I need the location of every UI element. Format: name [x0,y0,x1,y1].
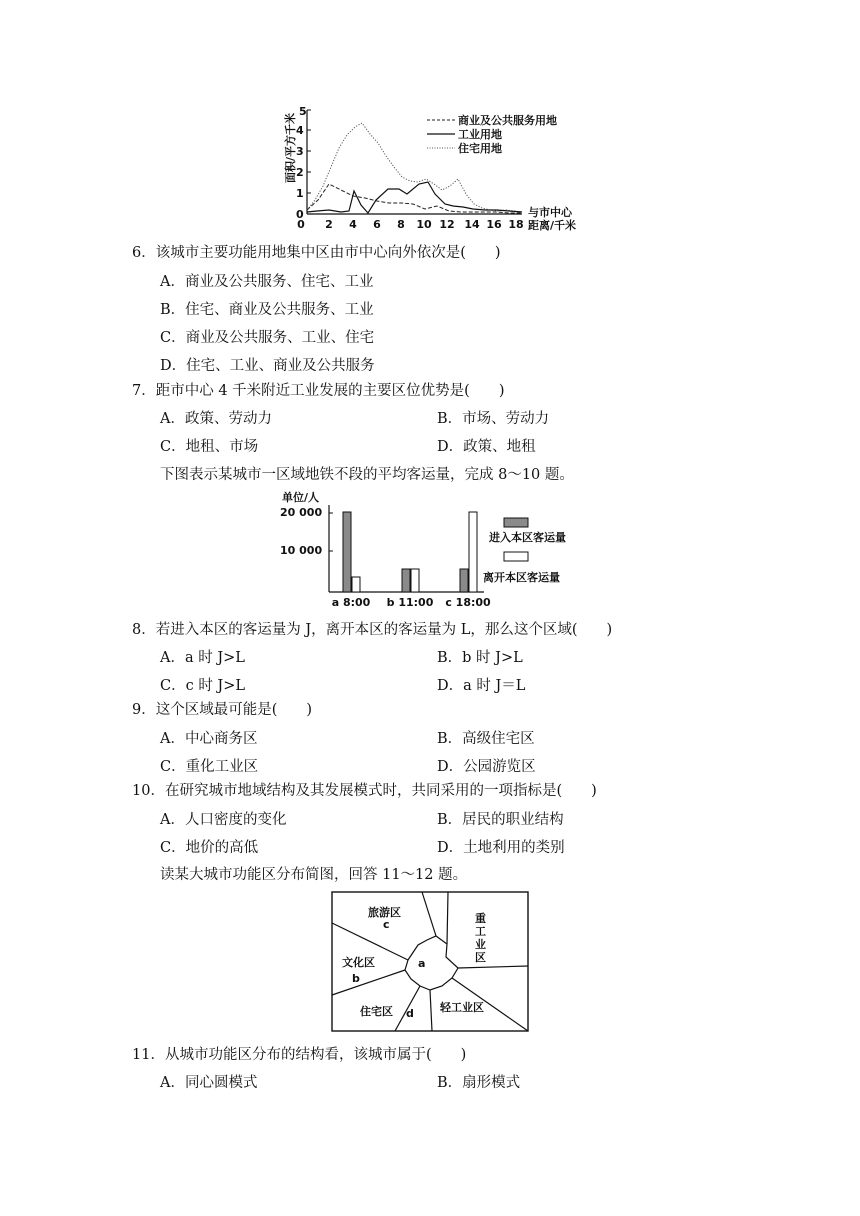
zone-heavy-industry-char: 工 [475,925,486,938]
question-11-option-b[interactable]: B．扇形模式 [437,1075,521,1091]
question-8-option-a[interactable]: A．a 时 J>L [160,650,245,666]
bar-c-leave [469,512,477,592]
legend-enter-label: 进入本区客运量 [489,531,566,544]
passenger-flow-chart [270,488,590,613]
land-use-x-tick: 6 [373,218,381,231]
question-6-option-c[interactable]: C．商业及公共服务、工业、住宅 [160,330,375,346]
question-11-option-a[interactable]: A．同心圆模式 [160,1075,258,1091]
legend-industrial-label: 工业用地 [458,128,502,141]
bar-b-leave [411,569,419,592]
zone-tourism-letter: c [383,918,390,931]
question-6-option-d[interactable]: D．住宅、工业、商业及公共服务 [160,358,375,374]
land-use-y-tick: 5 [299,105,307,118]
zone-culture-letter: b [352,972,360,985]
city-center-area [405,936,458,990]
land-use-x-tick: 14 [464,218,480,231]
land-use-x-tick: 4 [349,218,357,231]
zone-light-industry-label: 轻工业区 [440,1001,484,1014]
passenger-flow-y-tick: 20 000 [280,506,323,519]
land-use-chart [270,100,590,232]
intro-8-10: 下图表示某城市一区域地铁不段的平均客运量，完成 8～10 题。 [160,467,574,483]
land-use-x-axis-title: 距离/千米 [528,219,577,232]
zone-culture-label: 文化区 [342,956,375,969]
land-use-x-tick: 10 [416,218,432,231]
question-7-stem: 7．距市中心 4 千米附近工业发展的主要区位优势是( ) [132,383,505,399]
question-10-stem: 10．在研究城市地域结构及其发展模式时，共同采用的一项指标是( ) [132,783,597,799]
passenger-flow-y-tick: 10 000 [280,544,323,557]
zone-residential-letter: d [406,1007,414,1020]
land-use-x-tick: 0 [297,218,305,231]
bar-a-leave [352,577,360,592]
land-use-y-ticks [296,105,311,221]
question-9-stem: 9．这个区域最可能是( ) [132,702,313,718]
land-use-y-tick: 4 [296,124,304,137]
question-9-option-b[interactable]: B．高级住宅区 [437,731,535,747]
question-7-option-c[interactable]: C．地租、市场 [160,439,259,455]
legend-leave-swatch [504,552,528,561]
bar-b-enter [402,569,410,592]
industrial-line [307,182,522,213]
land-use-y-axis-title: 面积/平方千米 [284,112,297,183]
question-8-option-c[interactable]: C．c 时 J>L [160,678,246,694]
legend-residential-label: 住宅用地 [458,142,502,155]
question-10-option-a[interactable]: A．人口密度的变化 [160,812,287,828]
legend-leave-label: 离开本区客运量 [483,571,560,584]
question-10-option-b[interactable]: B．居民的职业结构 [437,812,564,828]
bar-a-enter [343,512,351,592]
question-8-option-b[interactable]: B．b 时 J>L [437,650,523,666]
question-7-option-a[interactable]: A．政策、劳动力 [160,411,272,427]
land-use-x-tick: 18 [508,218,524,231]
question-9-option-d[interactable]: D．公园游览区 [437,759,536,775]
question-6-option-a[interactable]: A．商业及公共服务、住宅、工业 [160,274,374,290]
question-10-option-c[interactable]: C．地价的高低 [160,840,259,856]
question-8-option-d[interactable]: D．a 时 J＝L [437,678,526,694]
question-7-option-d[interactable]: D．政策、地租 [437,439,536,455]
legend-commercial-label: 商业及公共服务用地 [458,114,557,127]
question-9-option-a[interactable]: A．中心商务区 [160,731,258,747]
question-8-stem: 8．若进入本区的客运量为 J，离开本区的客运量为 L，那么这个区域( ) [132,622,613,638]
land-use-y-tick: 1 [296,187,304,200]
legend-enter-swatch [504,518,528,527]
land-use-x-axis-title: 与市中心 [528,206,572,219]
zone-heavy-industry-char: 业 [475,938,486,951]
question-6-stem: 6．该城市主要功能用地集中区由市中心向外依次是( ) [132,245,501,261]
land-use-y-tick: 2 [296,166,304,179]
question-9-option-c[interactable]: C．重化工业区 [160,759,259,775]
passenger-flow-category: c 18:00 [445,596,491,609]
passenger-flow-category: a 8:00 [331,596,371,609]
question-11-stem: 11．从城市功能区分布的结构看，该城市属于( ) [132,1047,467,1063]
question-6-option-b[interactable]: B．住宅、商业及公共服务、工业 [160,302,374,318]
bar-c-enter [460,569,468,592]
land-use-x-ticks [297,218,523,231]
zone-heavy-industry-char: 区 [475,951,486,964]
zone-residential-label: 住宅区 [360,1005,393,1018]
intro-11-12: 读某大城市功能区分布简图，回答 11～12 题。 [160,867,468,883]
zone-tourism-label: 旅游区 [368,906,401,919]
land-use-x-tick: 8 [397,218,405,231]
zone-heavy-industry-char: 重 [475,912,486,925]
land-use-x-tick: 16 [486,218,502,231]
land-use-y-tick: 3 [296,145,304,158]
zone-center-letter: a [418,957,426,970]
question-7-option-b[interactable]: B．市场、劳动力 [437,411,550,427]
city-zones-diagram [328,888,532,1036]
land-use-y-tick: 0 [296,208,304,221]
passenger-flow-category: b 11:00 [386,596,434,609]
land-use-x-tick: 2 [325,218,333,231]
land-use-x-tick: 12 [439,218,455,231]
question-10-option-d[interactable]: D．土地利用的类别 [437,840,565,856]
passenger-flow-unit: 单位/人 [282,491,320,504]
